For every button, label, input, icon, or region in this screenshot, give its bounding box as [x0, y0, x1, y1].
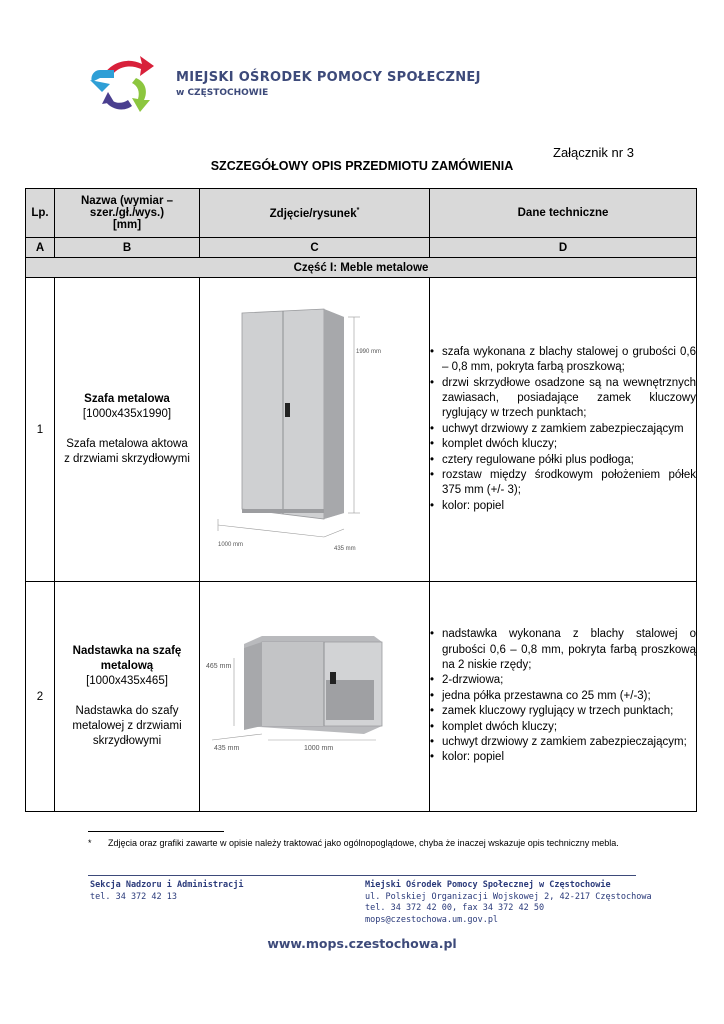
- footnote-divider: [88, 831, 224, 832]
- header-image-label: Zdjęcie/rysunek: [269, 207, 357, 220]
- footer-org-name: Miejski Ośrodek Pomocy Społecznej w Częstochowie: [365, 880, 611, 890]
- website-link[interactable]: www.mops.czestochowa.pl: [267, 936, 457, 951]
- column-letter: A: [26, 238, 55, 258]
- footnote-text: Zdjęcia oraz grafiki zawarte w opisie należy traktować jako ogólnopoglądowe, chyba że inaczej wskazuje opis techniczny mebla.: [108, 838, 619, 848]
- footer-right: [365, 880, 652, 926]
- width-dimension-label: 1000 mm: [217, 542, 243, 548]
- table-row: [26, 582, 697, 812]
- header-name-line: Nazwa (wymiar –: [80, 195, 174, 207]
- cabinet-top-drawing: [204, 630, 426, 760]
- footnote-mark: *: [88, 838, 92, 848]
- item-dimensions: [1000x435x465]: [86, 675, 168, 687]
- tech-item: • komplet dwóch kluczy;: [430, 437, 696, 452]
- item-image-cell: [200, 278, 430, 582]
- item-description: metalowej z drzwiami: [72, 720, 182, 732]
- tech-item: • zamek kluczowy ryglujący w trzech punktach;: [430, 704, 696, 719]
- column-letter: B: [55, 238, 200, 258]
- footer-department-phone: tel. 34 372 42 13: [90, 891, 177, 902]
- header-lp: Lp.: [26, 189, 55, 238]
- item-description: Nadstawka do szafy: [75, 705, 179, 717]
- footer-phone: tel. 34 372 42 00, fax 34 372 42 50: [365, 903, 545, 913]
- footer-email: mops@czestochowa.um.gov.pl: [365, 914, 499, 925]
- footer-address: ul. Polskiej Organizacji Wojskowej 2, 42-217 Częstochowa: [365, 891, 652, 902]
- section-row: [26, 258, 697, 278]
- footer-left: [90, 880, 244, 903]
- tech-list: [430, 627, 696, 766]
- item-name-cell: [55, 582, 200, 812]
- tech-item: • rozstaw między środkowym położeniem półek 375 mm (+/- 3);: [430, 468, 696, 499]
- footer-department: Sekcja Nadzoru i Administracji: [90, 880, 244, 890]
- column-letters-row: [26, 238, 697, 258]
- item-name: Szafa metalowa: [84, 393, 170, 405]
- footer-divider: [88, 875, 636, 876]
- tech-item: • kolor: popiel: [430, 750, 696, 765]
- tech-item: • cztery regulowane półki plus podłoga;: [430, 453, 696, 468]
- column-letter: C: [200, 238, 430, 258]
- arrows-logo-icon: [84, 52, 158, 116]
- item-description: Szafa metalowa aktowa: [66, 438, 188, 450]
- tech-item: • nadstawka wykonana z blachy stalowej o grubości 0,6 – 0,8 mm, pokryta farbą proszkową na 2 niskie rzędy;: [430, 627, 696, 673]
- column-letter: D: [430, 238, 697, 258]
- tech-item: • 2-drzwiowa;: [430, 673, 696, 688]
- item-name: metalową: [100, 660, 154, 672]
- cabinet-drawing: [204, 303, 426, 553]
- tech-item: • uchwyt drzwiowy z zamkiem zabezpieczającym: [430, 422, 696, 437]
- tech-item: • uchwyt drzwiowy z zamkiem zabezpieczającym;: [430, 735, 696, 750]
- item-image-cell: [200, 582, 430, 812]
- table-row: [26, 278, 697, 582]
- tech-data-cell: [430, 278, 697, 582]
- tech-item: • komplet dwóch kluczy;: [430, 720, 696, 735]
- header-name: [55, 189, 200, 238]
- annex-label: Załącznik nr 3: [553, 145, 634, 160]
- org-city: w CZĘSTOCHOWIE: [176, 88, 269, 98]
- depth-dimension-label: 435 mm: [213, 745, 239, 752]
- header-name-line: [mm]: [112, 219, 142, 231]
- footnote-mark: *: [356, 206, 360, 214]
- tech-list: [430, 345, 696, 514]
- tech-item: • szafa wykonana z blachy stalowej o grubości 0,6 – 0,8 mm, pokryta farbą proszkową;: [430, 345, 696, 376]
- tech-item: • kolor: popiel: [430, 499, 696, 514]
- table-header-row: [26, 189, 697, 238]
- item-name-cell: [55, 278, 200, 582]
- row-number: 2: [26, 582, 55, 812]
- tech-item: • jedna półka przestawna co 25 mm (+/-3);: [430, 689, 696, 704]
- section-title: Część I: Meble metalowe: [26, 258, 697, 278]
- header-name-line: szer./gł./wys.): [89, 207, 165, 219]
- document-title: SZCZEGÓŁOWY OPIS PRZEDMIOTU ZAMÓWIENIA: [210, 159, 514, 173]
- item-name: Nadstawka na szafę: [72, 645, 182, 657]
- depth-dimension-label: 435 mm: [333, 546, 356, 552]
- item-description: z drzwiami skrzydłowymi: [64, 453, 190, 465]
- item-description: skrzydłowymi: [92, 735, 162, 747]
- height-dimension-label: 465 mm: [205, 663, 231, 670]
- tech-data-cell: [430, 582, 697, 812]
- width-dimension-label: 1000 mm: [303, 745, 333, 752]
- height-dimension-label: 1990 mm: [355, 349, 381, 355]
- org-name: MIEJSKI OŚRODEK POMOCY SPOŁECZNEJ: [176, 70, 481, 85]
- tech-item: • drzwi skrzydłowe osadzone są na wewnętrznych zawiasach, posiadające zamek kluczowy ryglujący w trzech punktach;: [430, 376, 696, 422]
- header-tech: Dane techniczne: [430, 189, 697, 238]
- item-dimensions: [1000x435x1990]: [82, 408, 172, 420]
- header-image: [200, 189, 430, 238]
- specification-table: [25, 188, 697, 812]
- row-number: 1: [26, 278, 55, 582]
